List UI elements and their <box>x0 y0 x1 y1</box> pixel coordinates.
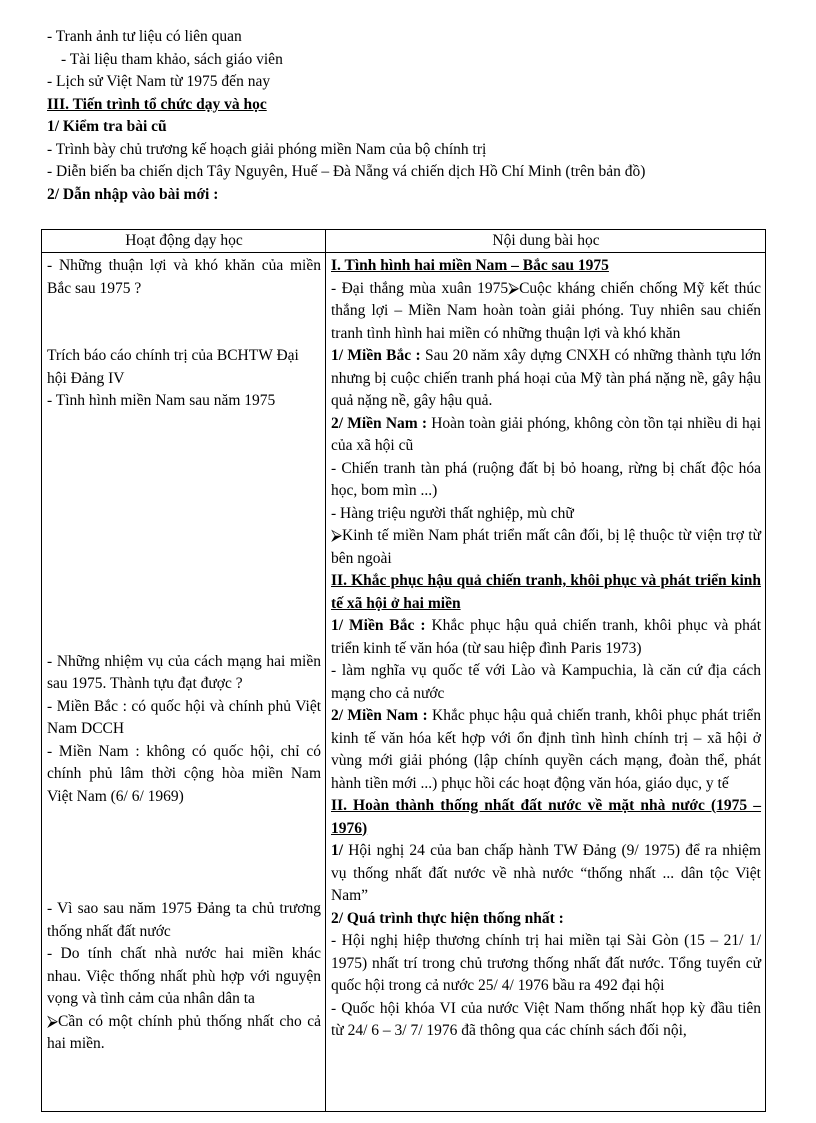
content-text: - Hội nghị hiệp thương chính trị hai miền tại Sài Gòn (15 – 21/ 1/ 1975) nhất trí trong chủ trương thống nhất đất nước. Tổng tuyển cử quốc hội trong cả nước 25/ 4/ 1976 bầu ra 492 đại hội <box>331 932 761 994</box>
content-text: ⮚Kinh tế miền Nam phát triển mất cân đối, bị lệ thuộc từ viện trợ từ bên ngoài <box>331 527 761 567</box>
activity-text: - Do tính chất nhà nước hai miền khác nhau. Việc thống nhất phù hợp với nguyện vọng và tình cảm của nhân dân ta <box>47 945 321 1007</box>
content-text <box>331 345 761 413</box>
activity-text: - Miền Bắc : có quốc hội và chính phủ Việt Nam DCCH <box>47 697 321 737</box>
content-text: - Quốc hội khóa VI của nước Việt Nam thống nhất họp kỳ đầu tiên từ 24/ 6 – 3/ 7/ 1976 đã thông qua các chính sách đối nội, <box>331 999 761 1039</box>
intro-line: - Tài liệu tham khảo, sách giáo viên <box>61 50 283 68</box>
activities-column <box>42 253 326 1112</box>
table-header-row <box>42 230 766 253</box>
content-label: 1/ Miền Bắc : <box>331 617 426 634</box>
content-text <box>331 615 761 660</box>
table-row <box>42 253 766 1112</box>
section-heading: III. Tiến trình tổ chức dạy và học <box>47 95 267 113</box>
activity-text: - Miền Nam : không có quốc hội, chỉ có chính phủ lâm thời cộng hòa miền Nam Việt Nam (6/ 6/ 1969) <box>47 742 321 805</box>
intro-section <box>47 26 777 206</box>
content-text: - Chiến tranh tàn phá (ruộng đất bị bỏ hoang, rừng bị chất độc hóa học, bom mìn ...) <box>331 459 761 499</box>
content-text: - Hàng triệu người thất nghiệp, mù chữ <box>331 504 574 522</box>
content-text <box>331 413 761 458</box>
teacher-question: - Vì sao sau năm 1975 Đảng ta chủ trương thống nhất đất nước <box>47 900 321 940</box>
intro-line: - Lịch sử Việt Nam từ 1975 đến nay <box>47 73 271 90</box>
content-text: - làm nghĩa vụ quốc tế với Lào và Kampuchia, là căn cứ địa cách mạng cho cả nước <box>331 662 761 702</box>
lesson-table <box>41 229 766 1112</box>
activity-text: - Tình hình miền Nam sau năm 1975 <box>47 392 276 409</box>
content-column <box>326 253 766 1112</box>
content-text-span: Hoàn toàn giải phóng, không còn tồn tại nhiều di hại của xã hội cũ <box>331 414 761 454</box>
content-heading: II. Khắc phục hậu quả chiến tranh, khôi phục và phát triển kinh tế xã hội ở hai miền <box>331 572 761 612</box>
teacher-question: - Những thuận lợi và khó khăn của miền Bắc sau 1975 ? <box>47 257 321 297</box>
content-subheading: 2/ Quá trình thực hiện thống nhất : <box>331 909 564 927</box>
content-text: - Đại thắng mùa xuân 1975⮚Cuộc kháng chiến chống Mỹ kết thúc thắng lợi – Miền Nam hoàn toàn giải phóng. Tuy nhiên sau chiến tranh tình hình hai miền có những thuận lợi và khó khăn <box>331 279 761 342</box>
header-content: Nội dung bài học <box>326 230 766 253</box>
content-text-span: Khắc phục hậu quả chiến tranh, khôi phục và phát triển kinh tế văn hóa (từ sau hiệp đình Paris 1973) <box>331 617 762 657</box>
content-text <box>331 705 761 795</box>
intro-line: - Trình bày chủ trương kế hoạch giải phóng miền Nam của bộ chính trị <box>47 140 487 158</box>
activity-text: ⮚Cần có một chính phủ thống nhất cho cả hai miền. <box>47 1012 321 1052</box>
activity-text: Trích báo cáo chính trị của BCHTW Đại hội Đảng IV <box>47 347 299 387</box>
intro-line: - Tranh ảnh tư liệu có liên quan <box>47 28 242 45</box>
header-activities: Hoạt động dạy học <box>42 230 326 253</box>
content-heading: I. Tình hình hai miền Nam – Bắc sau 1975 <box>331 257 609 274</box>
subsection-heading: 1/ Kiểm tra bài cũ <box>47 118 167 135</box>
teacher-question: - Những nhiệm vụ của cách mạng hai miền sau 1975. Thành tựu đạt được ? <box>47 652 321 692</box>
content-label: 2/ Miền Nam : <box>331 414 428 432</box>
content-text-span: Khắc phục hậu quả chiến tranh, khôi phục phát triển kinh tế văn hóa kết hợp với ổn định tình hình chính trị – xã hội ở vùng mới giải phóng (lập chính quyền cách mạng, đoàn thể, phát hành tiền mới ...) phục hồi các hoạt động văn hóa, giáo dục, y tế <box>331 707 761 792</box>
content-text-span: Sau 20 năm xây dựng CNXH có những thành tựu lớn nhưng bị cuộc chiến tranh phá hoại của Mỹ tàn phá nặng nề, gây hậu quả nặng nề, gây hậu quả. <box>331 347 761 409</box>
content-heading: II. Hoàn thành thống nhất đất nước về mặt nhà nước (1975 – 1976) <box>331 797 761 837</box>
content-label: 1/ <box>331 842 344 859</box>
content-text <box>331 840 761 908</box>
content-text-span: Hội nghị 24 của ban chấp hành TW Đảng (9/ 1975) để ra nhiệm vụ thống nhất đất nước về nhà nước “thống nhất ... dân tộc Việt Nam” <box>331 842 761 904</box>
content-label: 1/ Miền Bắc : <box>331 347 421 364</box>
content-label: 2/ Miền Nam : <box>331 707 428 724</box>
subsection-heading: 2/ Dẫn nhập vào bài mới : <box>47 185 219 203</box>
intro-line: - Diễn biến ba chiến dịch Tây Nguyên, Huế – Đà Nẵng vá chiến dịch Hồ Chí Minh (trên bản đồ) <box>47 163 646 180</box>
